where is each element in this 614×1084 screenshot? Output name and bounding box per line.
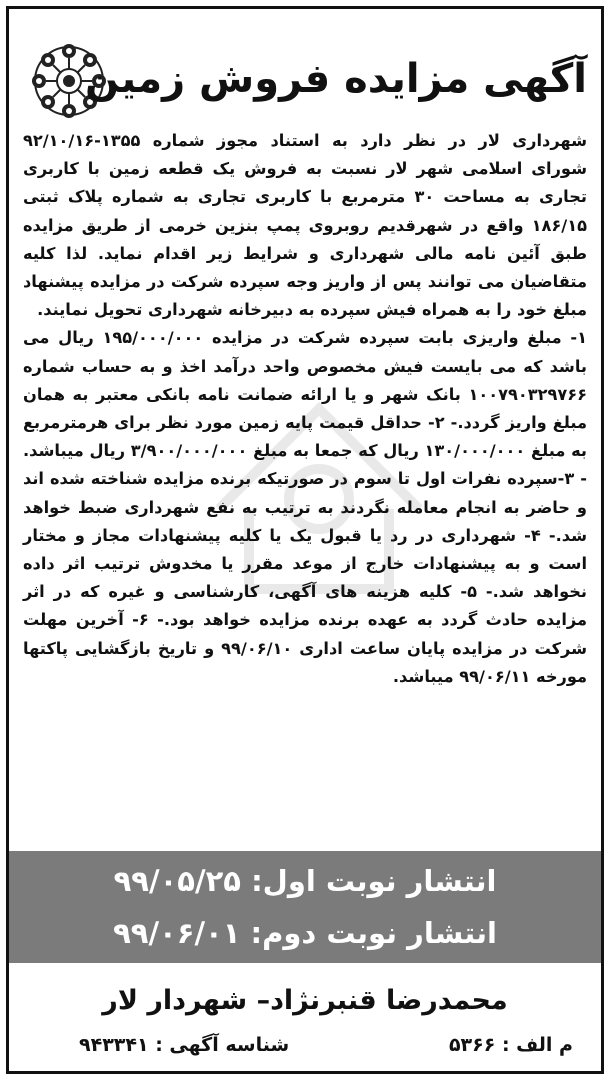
first-publish-date: انتشار نوبت اول: ۹۹/۰۵/۲۵ xyxy=(113,864,497,898)
intro-paragraph: شهرداری لار در نظر دارد به استناد مجوز شماره ۱۳۵۵-۹۲/۱۰/۱۶ شورای اسلامی شهر لار نسبت به فروش یک قطعه زمین با کاربری تجاری به مساحت ۳۰ مترمربع با کاربری تجاری به شماره پلاک ثبتی ۱۸۶/۱۵ واقع در شهرقدیم روبروی پمپ بنزین خرمی از طریق مزایده طبق آئین نامه مالی شهرداری و شرایط زیر اقدام نماید. لذا کلیه متقاضیان می توانند پس از واریز وجه سپرده شرکت در مزایده پیشنهاد مبلغ خود را به همراه فیش سپرده به دبیرخانه شهرداری تحویل نمایند. xyxy=(23,131,587,320)
advertisement-frame xyxy=(6,6,604,1074)
announcement-body xyxy=(23,127,587,691)
ad-identifier: شناسه آگهی : ۹۴۳۳۴۱ xyxy=(79,1034,290,1056)
signature-line: محمدرضا قنبرنژاد– شهردار لار xyxy=(102,985,508,1016)
publish-dates-band xyxy=(9,851,601,963)
header xyxy=(9,9,601,127)
reference-code: م الف : ۵۳۶۶ xyxy=(448,1034,573,1056)
second-publish-date: انتشار نوبت دوم: ۹۹/۰۶/۰۱ xyxy=(113,916,497,950)
page-title: آگهی مزایده فروش زمین xyxy=(85,56,587,102)
footer xyxy=(9,1025,601,1065)
conditions-paragraph: ۱- مبلغ واریزی بابت سپرده شرکت در مزایده ۱۹۵/۰۰۰/۰۰۰ ریال می باشد که می بایست فیش مخصوص واحد درآمد اخذ و به حساب شماره ۱۰۰۷۹۰۳۲۹۷۶۶ بانک شهر و یا ارائه ضمانت نامه بانکی معتبر به همان مبلغ واریز گردد.- ۲- حداقل قیمت پایه زمین مورد نظر برای هرمترمربع به مبلغ ۱۳۰/۰۰۰/۰۰۰ ریال که جمعا به مبلغ ۳/۹۰۰/۰۰۰/۰۰۰ ریال میباشد. - ۳-سپرده نفرات اول تا سوم در صورتیکه برنده مزایده شناخته شده اند و حاضر به انجام معامله نگردند به ترتیب به نفع شهرداری ضبط خواهد شد.- ۴- شهرداری در رد یا قبول یک یا کلیه پیشنهادات مجاز و مختار است و به پیشنهادات خارج از موعد مقرر یا مخدوش ترتیب اثر داده نخواهد شد.- ۵- کلیه هزینه های آگهی، کارشناسی و غیره که در اثر مزایده حادث گردد به عهده برنده مزایده خواهد بود.- ۶- آخرین مهلت شرکت در مزایده پایان ساعت اداری ۹۹/۰۶/۱۰ و تاریخ بازگشایی پاکتها مورخه ۹۹/۰۶/۱۱ میباشد. xyxy=(23,328,588,686)
